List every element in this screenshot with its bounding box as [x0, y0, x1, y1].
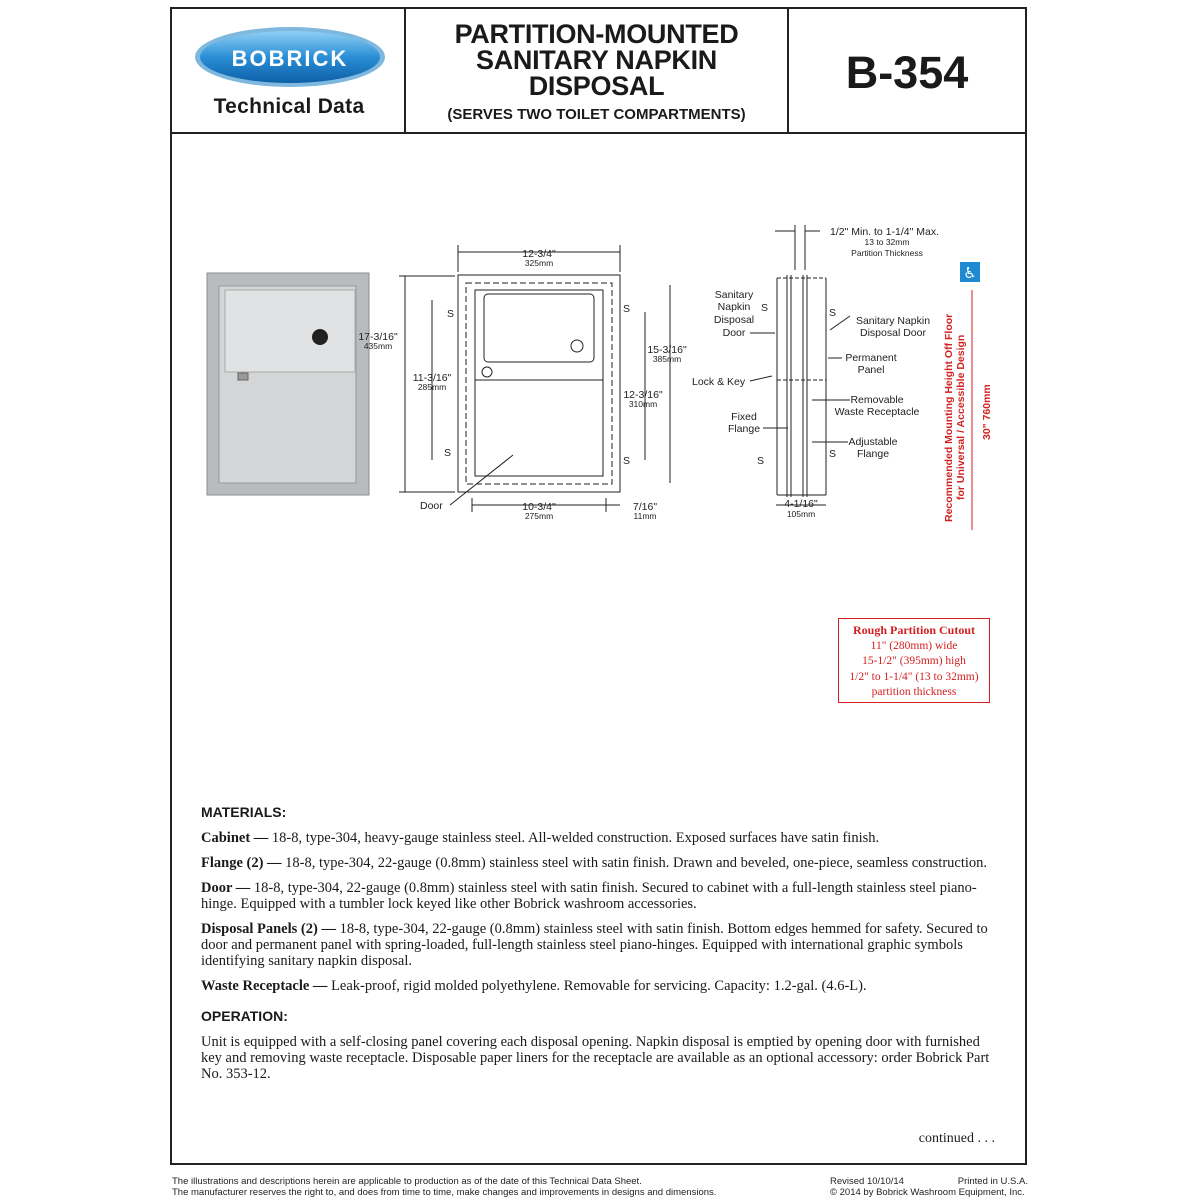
material-text: Leak-proof, rigid molded polyethylene. Removable for servicing. Capacity: 1.2-gal. (4.6-L). [327, 978, 867, 994]
material-name: Flange (2) — [201, 855, 282, 871]
mount-height-label: Recommended Mounting Height Off Floor [943, 313, 955, 522]
permanent-panel-label: Panel [857, 364, 885, 376]
material-item [201, 855, 991, 871]
removable-label: Waste Receptacle [834, 406, 920, 418]
title-line: SANITARY NAPKIN [475, 45, 718, 75]
dim-height-left-mm: 435mm [363, 341, 393, 351]
s-mark: S [447, 308, 455, 320]
continued-note: continued . . . [918, 1131, 995, 1146]
operation-text: Unit is equipped with a self-closing panel covering each disposal opening. Napkin disposal is emptied by opening door with furnished key and removing waste receptacle. Disposable paper liners for the receptacle are available as an optional accessory: order Bobrick Part No. 353-12. [201, 1034, 990, 1082]
material-item [201, 978, 991, 994]
material-text: 18-8, type-304, 22-gauge (0.8mm) stainless steel with satin finish. Drawn and beveled, one-piece, seamless construction. [281, 855, 988, 871]
dim-side-depth: 4-1/16" [784, 498, 818, 510]
dim-width-mm: 325mm [524, 258, 554, 268]
adjustable-label: Flange [856, 448, 890, 460]
printed-in: Printed in U.S.A. [957, 1176, 1028, 1187]
s-mark: S [444, 447, 452, 459]
lock-key-label: Lock & Key [692, 376, 746, 388]
dim-bottom-width: 10-3/4" [522, 501, 556, 513]
dim-width: 12-3/4" [522, 248, 556, 260]
side-label: Napkin [717, 301, 751, 313]
material-text: 18-8, type-304, heavy-gauge stainless steel. All-welded construction. Exposed surfaces have satin finish. [268, 830, 880, 846]
permanent-panel-label: Permanent [845, 352, 897, 364]
s-mark: S [829, 307, 837, 319]
model-number: B-354 [845, 47, 969, 98]
dim-bottom-width-mm: 275mm [524, 511, 554, 521]
cutout-title: Rough Partition Cutout [852, 623, 975, 637]
cutout-line: partition thickness [871, 686, 957, 698]
technical-data-label: Technical Data [213, 95, 365, 118]
footer-right [830, 1176, 1028, 1198]
dim-inner-height: 12-3/16" [623, 389, 663, 401]
footer-revised-row [830, 1176, 1028, 1187]
footer-line: The manufacturer reserves the right to, and does from time to time, make changes and improvements in designs and dimensions. [172, 1187, 717, 1198]
copyright: © 2014 by Bobrick Washroom Equipment, Inc. [830, 1187, 1025, 1198]
material-item [201, 921, 991, 969]
s-mark: S [623, 455, 631, 467]
title-line: PARTITION-MOUNTED [454, 19, 739, 49]
door-label: Door [420, 500, 443, 512]
footer-left [172, 1176, 716, 1198]
material-text: 18-8, type-304, 22-gauge (0.8mm) stainless steel with satin finish. Bottom edges hemmed for safety. Secured to door and permanent panel with spring-loaded, full-length stainless steel piano-hinges. Equipped with international graphic symbols identifying sanitary napkin disposal. [201, 921, 988, 969]
dim-inner-height-mm: 310mm [628, 399, 658, 409]
cutout-line: 1/2" to 1-1/4" (13 to 32mm) [849, 670, 979, 683]
cutout-line: 15-1/2" (395mm) high [862, 655, 966, 667]
dim-height-right-mm: 385mm [652, 354, 682, 364]
side-label: Disposal [713, 314, 755, 326]
removable-label: Removable [850, 394, 904, 406]
fixed-flange-label: Fixed [731, 411, 757, 423]
material-item [201, 830, 991, 846]
materials-heading: MATERIALS: [201, 804, 287, 820]
material-text: 18-8, type-304, 22-gauge (0.8mm) stainless steel with satin finish. Secured to cabinet with a full-length stainless steel piano-hinge. Equipped with a tumbler lock keyed like other Bobrick washroom accessories. [201, 880, 977, 912]
napkin-door-label: Disposal Door [860, 327, 926, 339]
s-mark: S [829, 448, 837, 460]
material-name: Disposal Panels (2) — [201, 921, 336, 937]
spec-body [201, 804, 991, 1091]
logo-text: BOBRICK [231, 46, 349, 71]
title-line: DISPOSAL [528, 71, 665, 101]
cutout-line: 11" (280mm) wide [870, 639, 958, 652]
serves-note: (SERVES TWO TOILET COMPARTMENTS) [447, 106, 746, 123]
s-mark: S [757, 455, 765, 467]
svg-text:♿: ♿ [963, 264, 977, 282]
napkin-door-label: Sanitary Napkin [855, 315, 931, 327]
fixed-flange-label: Flange [727, 423, 761, 435]
material-name: Door — [201, 880, 251, 896]
partition-thickness: Partition Thickness [851, 248, 923, 258]
mount-height-value: 30" 760mm [981, 384, 993, 440]
s-mark: S [761, 302, 769, 314]
side-label: Sanitary [714, 289, 754, 301]
revised-date: Revised 10/10/14 [830, 1176, 904, 1187]
mount-height-label: for Universal / Accessible Design [955, 334, 967, 500]
dim-height-left: 17-3/16" [358, 331, 398, 343]
s-mark: S [623, 303, 631, 315]
partition-top: 1/2" Min. to 1-1/4" Max. [830, 226, 939, 238]
side-label: Door [722, 327, 746, 339]
material-name: Cabinet — [201, 830, 269, 846]
partition-mm: 13 to 32mm [864, 237, 910, 247]
dim-flange-mm: 11mm [633, 511, 657, 521]
dim-side-depth-mm: 105mm [786, 509, 816, 519]
footer-line: The illustrations and descriptions herein are applicable to production as of the date of this Technical Data Sheet. [172, 1176, 642, 1187]
dim-door-height: 11-3/16" [412, 372, 452, 384]
dim-height-right: 15-3/16" [647, 344, 687, 356]
dim-door-height-mm: 285mm [417, 382, 447, 392]
dim-flange: 7/16" [632, 501, 658, 513]
material-name: Waste Receptacle — [201, 978, 328, 994]
material-item [201, 880, 991, 912]
operation-heading: OPERATION: [201, 1008, 288, 1024]
rough-cutout-box [838, 618, 990, 703]
adjustable-label: Adjustable [848, 436, 898, 448]
